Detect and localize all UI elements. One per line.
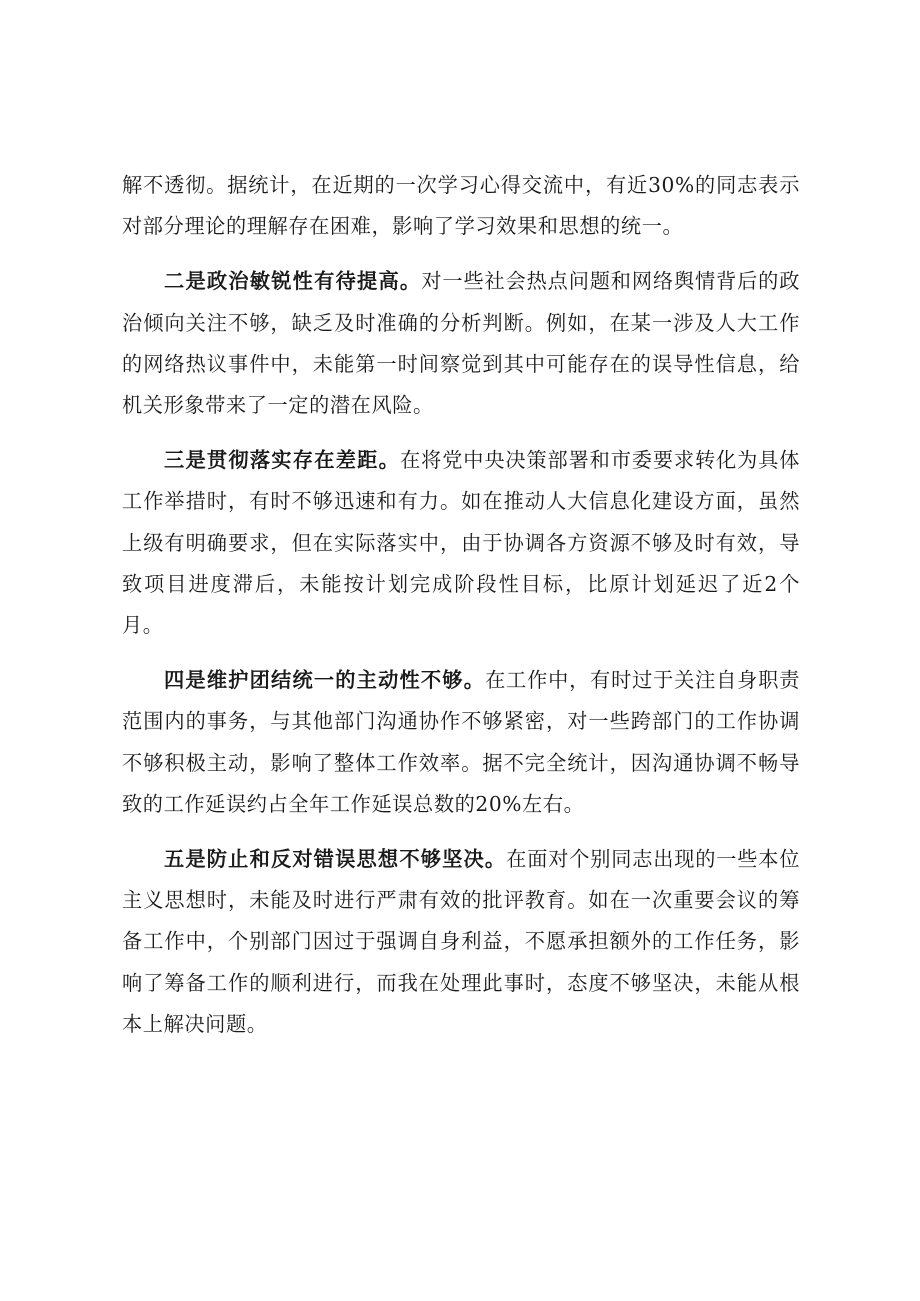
paragraph-body: 对一些社会热点问题和网络舆情背后的政治倾向关注不够，缺乏及时准确的分析判断。例如，在某一涉及人大工作的网络热议事件中，未能第一时间察觉到其中可能存在的误导性信息，给机关形象带来了一定的潜在风险。 (122, 269, 800, 418)
paragraph-body: 在工作中，有时过于关注自身职责范围内的事务，与其他部门沟通协作不够紧密，对一些跨部门的工作协调不够积极主动，影响了整体工作效率。据不完全统计，因沟通协调不畅导致的工作延误约占全年工作延误总数的20%左右。 (122, 668, 800, 816)
paragraph-body: 解不透彻。据统计，在近期的一次学习心得交流中，有近30%的同志表示对部分理论的理解存在困难，影响了学习效果和思想的统一。 (122, 173, 800, 239)
paragraph-continuation (122, 165, 800, 247)
paragraph-point-two (122, 261, 800, 426)
paragraph-lead: 三是贯彻落实存在差距。 (164, 448, 401, 473)
paragraph-lead: 五是防止和反对错误思想不够坚决。 (164, 847, 507, 872)
paragraph-lead: 二是政治敏锐性有待提高。 (164, 269, 422, 294)
paragraph-lead: 四是维护团结统一的主动性不够。 (164, 668, 486, 693)
paragraph-point-four (122, 660, 800, 825)
document-body (122, 165, 800, 1059)
paragraph-body: 在面对个别同志出现的一些本位主义思想时，未能及时进行严肃有效的批评教育。如在一次重要会议的筹备工作中，个别部门因过于强调自身利益，不愿承担额外的工作任务，影响了筹备工作的顺利进行，而我在处理此事时，态度不够坚决，未能从根本上解决问题。 (122, 847, 800, 1036)
paragraph-point-three (122, 440, 800, 646)
paragraph-body: 在将党中央决策部署和市委要求转化为具体工作举措时，有时不够迅速和有力。如在推动人大信息化建设方面，虽然上级有明确要求，但在实际落实中，由于协调各方资源不够及时有效，导致项目进度滞后，未能按计划完成阶段性目标，比原计划延迟了近2个月。 (122, 448, 800, 638)
paragraph-point-five (122, 839, 800, 1045)
